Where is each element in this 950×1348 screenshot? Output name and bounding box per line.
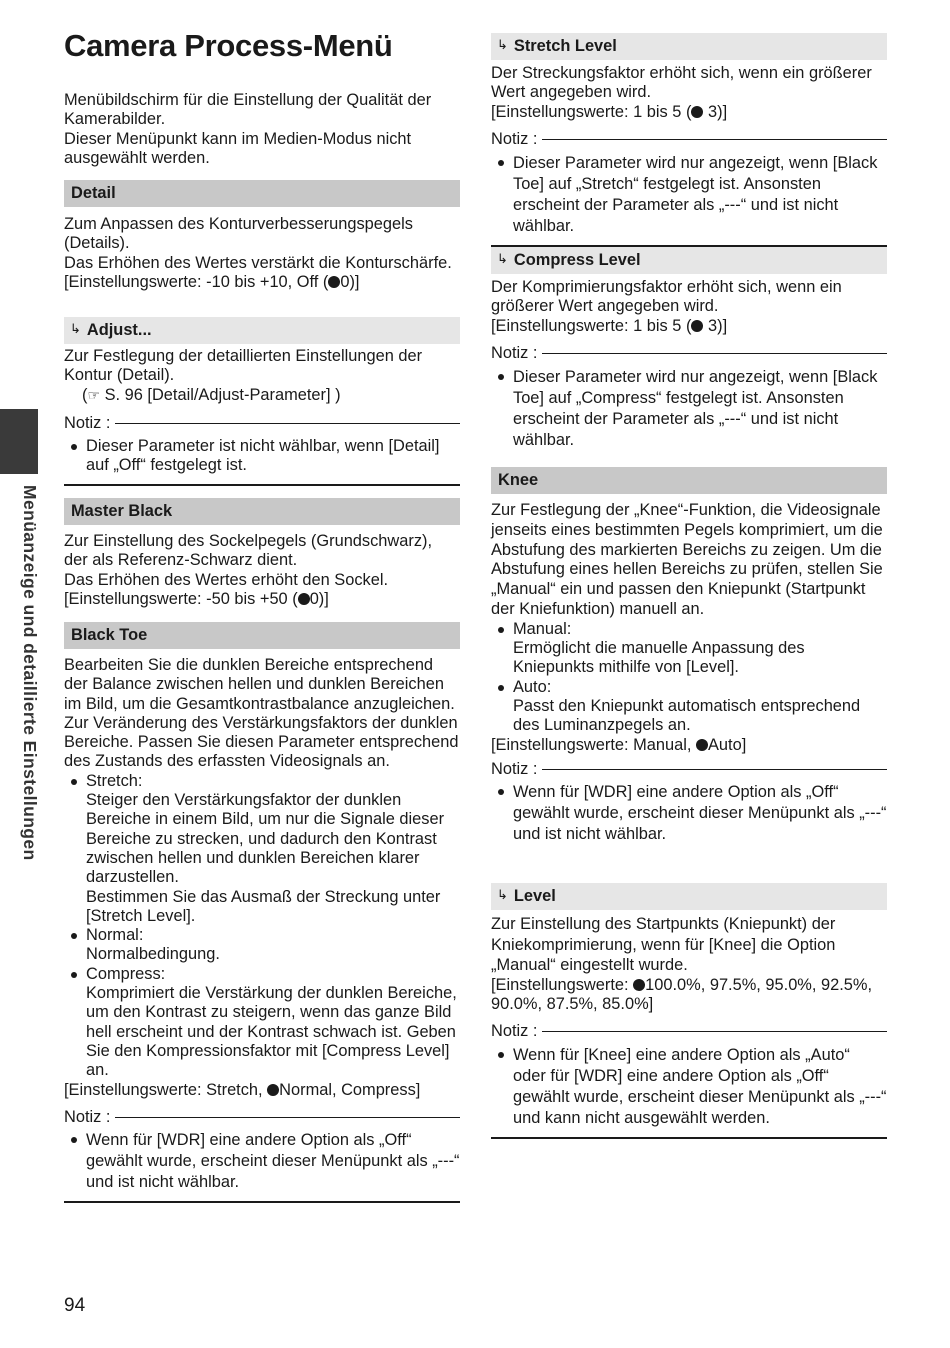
detail-text-1: Zum Anpassen des Konturverbesserungspegels (Details). xyxy=(64,215,413,253)
detail-text-2: Das Erhöhen des Wertes verstärkt die Konturschärfe. xyxy=(64,253,452,272)
default-marker-icon xyxy=(696,739,708,751)
subsection-heading: ↳ Compress Level xyxy=(491,247,887,274)
knee-text: Zur Festlegung der „Knee“-Funktion, die Videosignale jenseits eines bestimmten Pegels komprimiert, um die Abstufung des markierten Bereichs zu zeigen. Um die Abstufung eines hellen Bereichs zu prüfen, stellen Sie „Manual“ ein und passen den Kniepunkt (Startpunkt der Kniefunktion) manuell an. xyxy=(491,501,883,618)
section-heading: Knee xyxy=(491,467,887,494)
level-values: [Einstellungswerte: 100.0%, 97.5%, 95.0%, 92.5%, 90.0%, 87.5%, 85.0%] xyxy=(491,975,873,1013)
default-marker-icon xyxy=(633,979,645,991)
section-stretch-level xyxy=(491,33,887,247)
chapter-side-label: Menüanzeige und detaillierte Einstellungen xyxy=(20,485,40,861)
default-marker-icon xyxy=(691,320,703,332)
page-title: Camera Process-Menü xyxy=(64,28,393,63)
page-number: 94 xyxy=(64,1295,86,1316)
subsection-heading: ↳ Adjust... xyxy=(64,317,460,344)
page-reference: (☞ S. 96 [Detail/Adjust-Parameter] ) xyxy=(82,385,341,404)
subsection-heading: ↳ Stretch Level xyxy=(491,33,887,60)
note-header: Notiz : xyxy=(64,1108,460,1127)
option-manual: Manual: Ermöglicht die manuelle Anpassung des Kniepunkts mithilfe von [Level]. xyxy=(491,620,887,678)
section-black-toe xyxy=(64,622,460,1203)
note-list xyxy=(64,437,460,476)
note-item: Wenn für [Knee] eine andere Option als „Auto“ oder für [WDR] eine andere Option als „Off“ gewählt wurde, erscheint dieser Menüpunkt als „---“ und kann nicht ausgewählt werden. xyxy=(491,1045,887,1129)
chapter-tab-marker xyxy=(0,409,38,474)
master-black-text-1: Zur Einstellung des Sockelpegels (Grundschwarz), der als Referenz-Schwarz dient. xyxy=(64,532,433,570)
compress-level-text: Der Komprimierungsfaktor erhöht sich, wenn ein größerer Wert angegeben wird. xyxy=(491,278,842,316)
default-marker-icon xyxy=(691,106,703,118)
note-header: Notiz : xyxy=(491,760,887,779)
master-black-values: [Einstellungswerte: -50 bis +50 ( 0)] xyxy=(64,589,329,608)
note-list xyxy=(491,153,887,237)
note-end-rule xyxy=(64,1201,460,1203)
section-heading: Master Black xyxy=(64,498,460,525)
level-text: Zur Einstellung des Startpunkts (Kniepunkt) der Kniekomprimierung, wenn für [Knee] die Option „Manual“ eingestellt wurde. xyxy=(491,915,836,974)
section-heading: Detail xyxy=(64,180,460,207)
section-knee xyxy=(491,467,887,845)
section-adjust xyxy=(64,317,460,486)
section-level xyxy=(491,883,887,1139)
intro xyxy=(64,91,460,168)
note-list xyxy=(491,1045,887,1129)
option-stretch: Stretch: Steiger den Verstärkungsfaktor der dunklen Bereiche in einem Bild, um nur die Signale dieser Bereiche zu strecken, und dadurch den Kontrast zwischen hellen und dunklen Bereichen klarer darzustellen. Bestimmen Sie das Ausmaß der Streckung unter [Stretch Level]. xyxy=(64,772,460,926)
sub-arrow-icon: ↳ xyxy=(70,321,81,336)
sub-arrow-icon: ↳ xyxy=(497,37,508,52)
section-compress-level xyxy=(491,247,887,451)
intro-text-1: Menübildschirm für die Einstellung der Qualität der Kamerabilder. xyxy=(64,91,432,129)
option-list xyxy=(64,772,460,1081)
note-item: Dieser Parameter wird nur angezeigt, wenn [Black Toe] auf „Stretch“ festgelegt ist. Ansonsten erscheint der Parameter als „---“ und ist nicht wählbar. xyxy=(491,153,887,237)
section-detail xyxy=(64,180,460,292)
default-marker-icon xyxy=(328,276,340,288)
note-list xyxy=(491,367,887,451)
note-item: Dieser Parameter ist nicht wählbar, wenn [Detail] auf „Off“ festgelegt ist. xyxy=(64,437,460,476)
intro-text-2: Dieser Menüpunkt kann im Medien-Modus nicht ausgewählt werden. xyxy=(64,129,412,167)
default-marker-icon xyxy=(298,593,310,605)
hand-pointer-icon: ☞ xyxy=(87,386,101,403)
note-list xyxy=(64,1130,460,1193)
note-header: Notiz : xyxy=(491,344,887,363)
note-item: Wenn für [WDR] eine andere Option als „Off“ gewählt wurde, erscheint dieser Menüpunkt als „---“ und ist nicht wählbar. xyxy=(491,782,887,845)
note-item: Wenn für [WDR] eine andere Option als „Off“ gewählt wurde, erscheint dieser Menüpunkt als „---“ und ist nicht wählbar. xyxy=(64,1130,460,1193)
stretch-level-values: [Einstellungswerte: 1 bis 5 ( 3)] xyxy=(491,102,728,121)
section-master-black xyxy=(64,498,460,609)
note-end-rule xyxy=(491,1137,887,1139)
sub-arrow-icon: ↳ xyxy=(497,887,508,902)
master-black-text-2: Das Erhöhen des Wertes erhöht den Sockel. xyxy=(64,570,389,589)
stretch-level-text: Der Streckungsfaktor erhöht sich, wenn ein größerer Wert angegeben wird. xyxy=(491,64,872,102)
option-normal: Normal: Normalbedingung. xyxy=(64,926,460,965)
section-heading: Black Toe xyxy=(64,622,460,649)
option-compress: Compress: Komprimiert die Verstärkung der dunklen Bereiche, um den Kontrast zu steigern, wenn das ganze Bild hell erscheint und der Kontrast schwach ist. Geben Sie den Kompressionsfaktor mit [Compress Level] an. xyxy=(64,965,460,1081)
note-end-rule xyxy=(64,484,460,486)
subsection-heading: ↳ Level xyxy=(491,883,887,910)
note-header: Notiz : xyxy=(491,130,887,149)
note-list xyxy=(491,782,887,845)
compress-level-values: [Einstellungswerte: 1 bis 5 ( 3)] xyxy=(491,316,728,335)
black-toe-values: [Einstellungswerte: Stretch, Normal, Compress] xyxy=(64,1080,421,1099)
default-marker-icon xyxy=(267,1084,279,1096)
note-header: Notiz : xyxy=(491,1022,887,1041)
sub-arrow-icon: ↳ xyxy=(497,251,508,266)
knee-values: [Einstellungswerte: Manual, Auto] xyxy=(491,735,747,754)
black-toe-text-1: Bearbeiten Sie die dunklen Bereiche entsprechend der Balance zwischen hellen und dunklen Bereichen im Bild, um die Gesamtkontrastbalance anzugleichen. xyxy=(64,656,455,713)
adjust-text: Zur Festlegung der detaillierten Einstellungen der Kontur (Detail). xyxy=(64,347,423,385)
note-item: Dieser Parameter wird nur angezeigt, wenn [Black Toe] auf „Compress“ festgelegt ist. Ansonsten erscheint der Parameter als „---“ und ist nicht wählbar. xyxy=(491,367,887,451)
option-auto: Auto: Passt den Kniepunkt automatisch entsprechend des Luminanzpegels an. xyxy=(491,678,887,736)
detail-values: [Einstellungswerte: -10 bis +10, Off ( 0)] xyxy=(64,272,360,291)
option-list xyxy=(491,620,887,736)
black-toe-text-2: Zur Veränderung des Verstärkungsfaktors der dunklen Bereiche. Passen Sie diesen Parameter entsprechend des Zustands des erfassten Videosignals an. xyxy=(64,713,459,771)
note-header: Notiz : xyxy=(64,414,460,433)
